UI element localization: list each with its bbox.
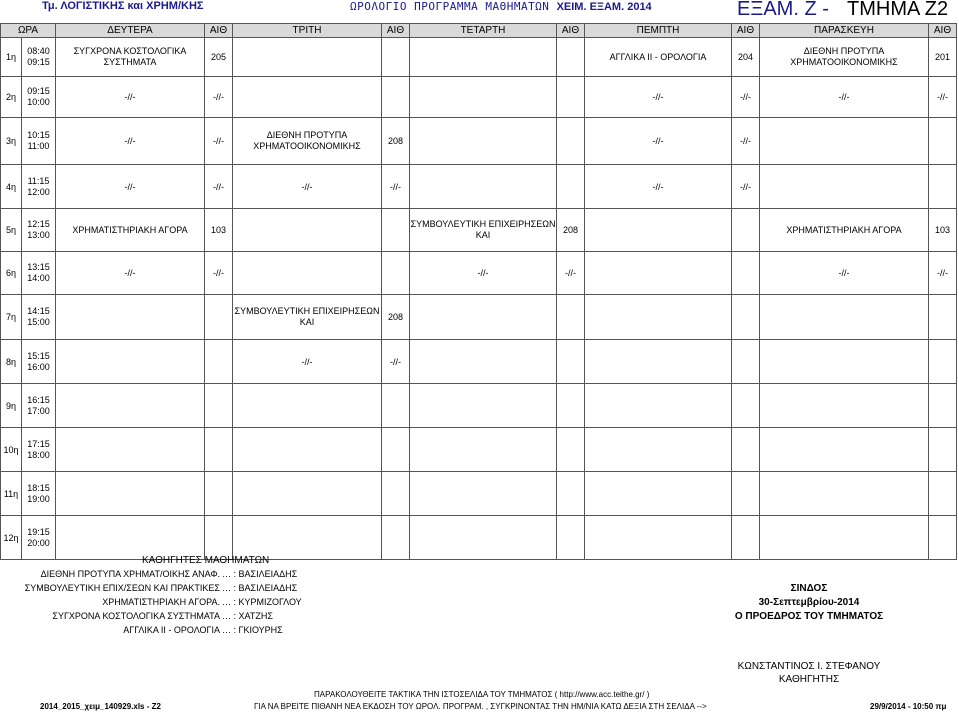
room-cell: 204 [732, 38, 760, 77]
col-hour: ΩΡΑ [1, 24, 56, 38]
period-time: 09:15 10:00 [22, 77, 56, 118]
subject-cell [760, 295, 929, 340]
room-cell [557, 340, 585, 384]
table-row [1, 209, 957, 252]
ditto-cell: -//- [585, 165, 732, 209]
signatory [730, 660, 888, 686]
room-cell [382, 38, 410, 77]
table-row [1, 252, 957, 295]
sign-name: ΚΩΝΣΤΑΝΤΙΝΟΣ Ι. ΣΤΕΦΑΝΟΥ [737, 661, 881, 672]
subject-cell: ΔΙΕΘΝΗ ΠΡΟΤΥΠΑ ΧΡΗΜΑΤΟΟΙΚΟΝΟΜΙΚΗΣ [233, 118, 382, 165]
subject-cell [233, 209, 382, 252]
period-label: 7η [1, 295, 22, 340]
period-time: 12:15 13:00 [22, 209, 56, 252]
room-cell [557, 118, 585, 165]
ditto-cell: -//- [56, 77, 205, 118]
room-cell: 208 [382, 118, 410, 165]
room-cell [557, 295, 585, 340]
subject-cell [585, 295, 732, 340]
col-day: ΤΡΙΤΗ [233, 24, 382, 38]
ditto-cell: -//- [382, 340, 410, 384]
period-time: 14:15 15:00 [22, 295, 56, 340]
subject-cell [410, 38, 557, 77]
room-cell: 103 [205, 209, 233, 252]
subject-cell [410, 118, 557, 165]
footer-instructions: ΓΙΑ ΝΑ ΒΡΕΙΤΕ ΠΙΘΑΝΗ ΝΕΑ ΕΚΔΟΣΗ ΤΟΥ ΩΡΟΛ. ΠΡΟΓΡΑΜ. , ΣΥΓΚΡΙΝΟΝΤΑΣ ΤΗΝ ΗΜ/ΝΙΑ ΚΑΤΩ ΔΕΞΙΑ ΣΤΗ ΣΕΛΙΔΑ --> [254, 702, 707, 711]
subject-cell: ΣΥΜΒΟΥΛΕΥΤΙΚΗ ΕΠΙΧΕΙΡΗΣΕΩΝ ΚΑΙ [233, 295, 382, 340]
ditto-cell: -//- [557, 252, 585, 295]
col-room: ΑΙΘ [205, 24, 233, 38]
subject-cell [233, 38, 382, 77]
room-cell [732, 252, 760, 295]
semester-label: ΕΞΑΜ. Ζ - [737, 0, 829, 20]
signature-block [730, 583, 888, 625]
subject-cell: ΑΓΓΛΙΚΑ ΙΙ - ΟΡΟΛΟΓΙΑ [585, 38, 732, 77]
period-label: 11η [1, 472, 22, 516]
subject-cell [760, 118, 929, 165]
table-row [1, 77, 957, 118]
subject-cell [410, 77, 557, 118]
period-label: 9η [1, 384, 22, 428]
subject-cell [410, 340, 557, 384]
col-day: ΠΑΡΑΣΚΕΥΗ [760, 24, 929, 38]
room-cell [929, 165, 957, 209]
ditto-cell: -//- [382, 165, 410, 209]
table-row [1, 472, 957, 516]
ditto-cell: -//- [233, 165, 382, 209]
ditto-cell: -//- [205, 165, 233, 209]
ditto-cell: -//- [56, 252, 205, 295]
subject-cell: ΣΥΓΧΡΟΝΑ ΚΟΣΤΟΛΟΓΙΚΑ ΣΥΣΤΗΜΑΤΑ [56, 38, 205, 77]
table-row [1, 118, 957, 165]
subject-cell [410, 165, 557, 209]
sign-title: ΚΑΘΗΓΗΤΗΣ [778, 674, 840, 685]
col-room: ΑΙΘ [929, 24, 957, 38]
room-cell [382, 209, 410, 252]
ditto-cell: -//- [760, 252, 929, 295]
timetable [0, 23, 957, 560]
period-time: 08:40 09:15 [22, 38, 56, 77]
professor-name: … : ΒΑΣΙΛΕΙΑΔΗΣ [222, 583, 298, 593]
period-time: 19:15 20:00 [22, 516, 56, 560]
period-label: 10η [1, 428, 22, 472]
room-cell [382, 77, 410, 118]
ditto-cell: -//- [585, 118, 732, 165]
period-label: 2η [1, 77, 22, 118]
period-label: 6η [1, 252, 22, 295]
program-semester: ΧΕΙΜ. ΕΞΑΜ. 2014 [556, 1, 652, 13]
ditto-cell: -//- [732, 118, 760, 165]
footer-timestamp: 29/9/2014 - 10:50 πμ [870, 702, 947, 711]
course-name: ΧΡΗΜΑΤΙΣΤΗΡΙΑΚΗ ΑΓΟΡΑ. [102, 597, 220, 607]
subject-cell: ΧΡΗΜΑΤΙΣΤΗΡΙΑΚΗ ΑΓΟΡΑ [56, 209, 205, 252]
professor-name: … : ΧΑΤΖΗΣ [222, 611, 273, 621]
room-cell [929, 295, 957, 340]
ditto-cell: -//- [410, 252, 557, 295]
table-row [1, 428, 957, 472]
ditto-cell: -//- [732, 165, 760, 209]
period-label: 4η [1, 165, 22, 209]
room-cell [929, 340, 957, 384]
period-time: 11:15 12:00 [22, 165, 56, 209]
ditto-cell: -//- [205, 118, 233, 165]
subject-cell [760, 340, 929, 384]
subject-cell: ΔΙΕΘΝΗ ΠΡΟΤΥΠΑ ΧΡΗΜΑΤΟΟΙΚΟΝΟΜΙΚΗΣ [760, 38, 929, 77]
program-label: ΩΡΟΛΟΓΙΟ ΠΡΟΓΡΑΜΜΑ ΜΑΘΗΜΑΤΩΝ [350, 0, 550, 13]
period-label: 12η [1, 516, 22, 560]
ditto-cell: -//- [205, 252, 233, 295]
program-title [350, 0, 652, 13]
table-row [1, 165, 957, 209]
period-label: 5η [1, 209, 22, 252]
period-time: 18:15 19:00 [22, 472, 56, 516]
header-row [1, 24, 957, 38]
period-time: 17:15 18:00 [22, 428, 56, 472]
period-time: 13:15 14:00 [22, 252, 56, 295]
subject-cell [56, 295, 205, 340]
subject-cell [233, 252, 382, 295]
sign-role: Ο ΠΡΟΕΔΡΟΣ ΤΟΥ ΤΜΗΜΑΤΟΣ [734, 611, 884, 622]
room-cell [382, 252, 410, 295]
room-cell [205, 340, 233, 384]
course-name: ΣΥΓΧΡΟΝΑ ΚΟΣΤΟΛΟΓΙΚΑ ΣΥΣΤΗΜΑΤΑ [52, 611, 220, 621]
room-cell [557, 165, 585, 209]
table-row [1, 340, 957, 384]
col-day: ΔΕΥΤΕΡΑ [56, 24, 205, 38]
period-label: 8η [1, 340, 22, 384]
subject-cell [760, 165, 929, 209]
course-name: ΔΙΕΘΝΗ ΠΡΟΤΥΠΑ ΧΡΗΜΑΤ/ΟΙΚΗΣ ΑΝΑΦ. [40, 569, 220, 579]
col-room: ΑΙΘ [382, 24, 410, 38]
room-cell [732, 295, 760, 340]
subject-cell [585, 252, 732, 295]
sign-city: ΣΙΝΔΟΣ [790, 583, 828, 594]
period-label: 1η [1, 38, 22, 77]
department-name: Τμ. ΛΟΓΙΣΤΙΚΗΣ και ΧΡΗΜ/ΚΗΣ [42, 0, 204, 12]
professor-name: … : ΓΚΙΟΥΡΗΣ [222, 625, 283, 635]
period-label: 3η [1, 118, 22, 165]
ditto-cell: -//- [732, 77, 760, 118]
subject-cell [56, 340, 205, 384]
room-cell: 208 [557, 209, 585, 252]
period-time: 10:15 11:00 [22, 118, 56, 165]
room-cell: 201 [929, 38, 957, 77]
footer-filename: 2014_2015_χειμ_140929.xls - Z2 [40, 702, 161, 711]
subject-cell [233, 77, 382, 118]
table-row [1, 295, 957, 340]
subject-cell: ΧΡΗΜΑΤΙΣΤΗΡΙΑΚΗ ΑΓΟΡΑ [760, 209, 929, 252]
room-cell: 103 [929, 209, 957, 252]
col-day: ΤΕΤΑΡΤΗ [410, 24, 557, 38]
col-day: ΠΕΜΠΤΗ [585, 24, 732, 38]
professor-name: … : ΒΑΣΙΛΕΙΑΔΗΣ [222, 569, 298, 579]
faculty-title: ΚΑΘΗΓΗΤΕΣ ΜΑΘΗΜΑΤΩΝ [142, 555, 270, 566]
room-cell [205, 295, 233, 340]
table-row [1, 384, 957, 428]
ditto-cell: -//- [585, 77, 732, 118]
subject-cell: ΣΥΜΒΟΥΛΕΥΤΙΚΗ ΕΠΙΧΕΙΡΗΣΕΩΝ ΚΑΙ [410, 209, 557, 252]
ditto-cell: -//- [56, 118, 205, 165]
room-cell [732, 209, 760, 252]
ditto-cell: -//- [929, 252, 957, 295]
section-label: ΤΜΗΜΑ Ζ2 [847, 0, 949, 20]
period-time: 16:15 17:00 [22, 384, 56, 428]
course-name: ΑΓΓΛΙΚΑ ΙΙ - ΟΡΟΛΟΓΙΑ [123, 625, 220, 635]
col-room: ΑΙΘ [557, 24, 585, 38]
ditto-cell: -//- [56, 165, 205, 209]
ditto-cell: -//- [233, 340, 382, 384]
room-cell [929, 118, 957, 165]
room-cell: 205 [205, 38, 233, 77]
table-row [1, 516, 957, 560]
subject-cell [410, 295, 557, 340]
room-cell [732, 340, 760, 384]
ditto-cell: -//- [760, 77, 929, 118]
ditto-cell: -//- [205, 77, 233, 118]
subject-cell [585, 340, 732, 384]
subject-cell [585, 209, 732, 252]
course-name: ΣΥΜΒΟΥΛΕΥΤΙΚΗ ΕΠΙΧ/ΣΕΩΝ ΚΑΙ ΠΡΑΚΤΙΚΕΣ [24, 583, 220, 593]
table-row [1, 38, 957, 77]
room-cell [557, 77, 585, 118]
period-time: 15:15 16:00 [22, 340, 56, 384]
room-cell: 208 [382, 295, 410, 340]
ditto-cell: -//- [929, 77, 957, 118]
professor-name: … : ΚΥΡΜΙΖΟΓΛΟΥ [222, 597, 302, 607]
col-room: ΑΙΘ [732, 24, 760, 38]
sign-date: 30-Σεπτεμβρίου-2014 [758, 597, 860, 608]
room-cell [557, 38, 585, 77]
footer-notice: ΠΑΡΑΚΟΛΟΥΘΕΙΤΕ ΤΑΚΤΙΚΑ ΤΗΝ ΙΣΤΟΣΕΛΙΔΑ ΤΟΥ ΤΜΗΜΑΤΟΣ ( http://www.acc.teithe.gr/ ) [314, 690, 650, 699]
